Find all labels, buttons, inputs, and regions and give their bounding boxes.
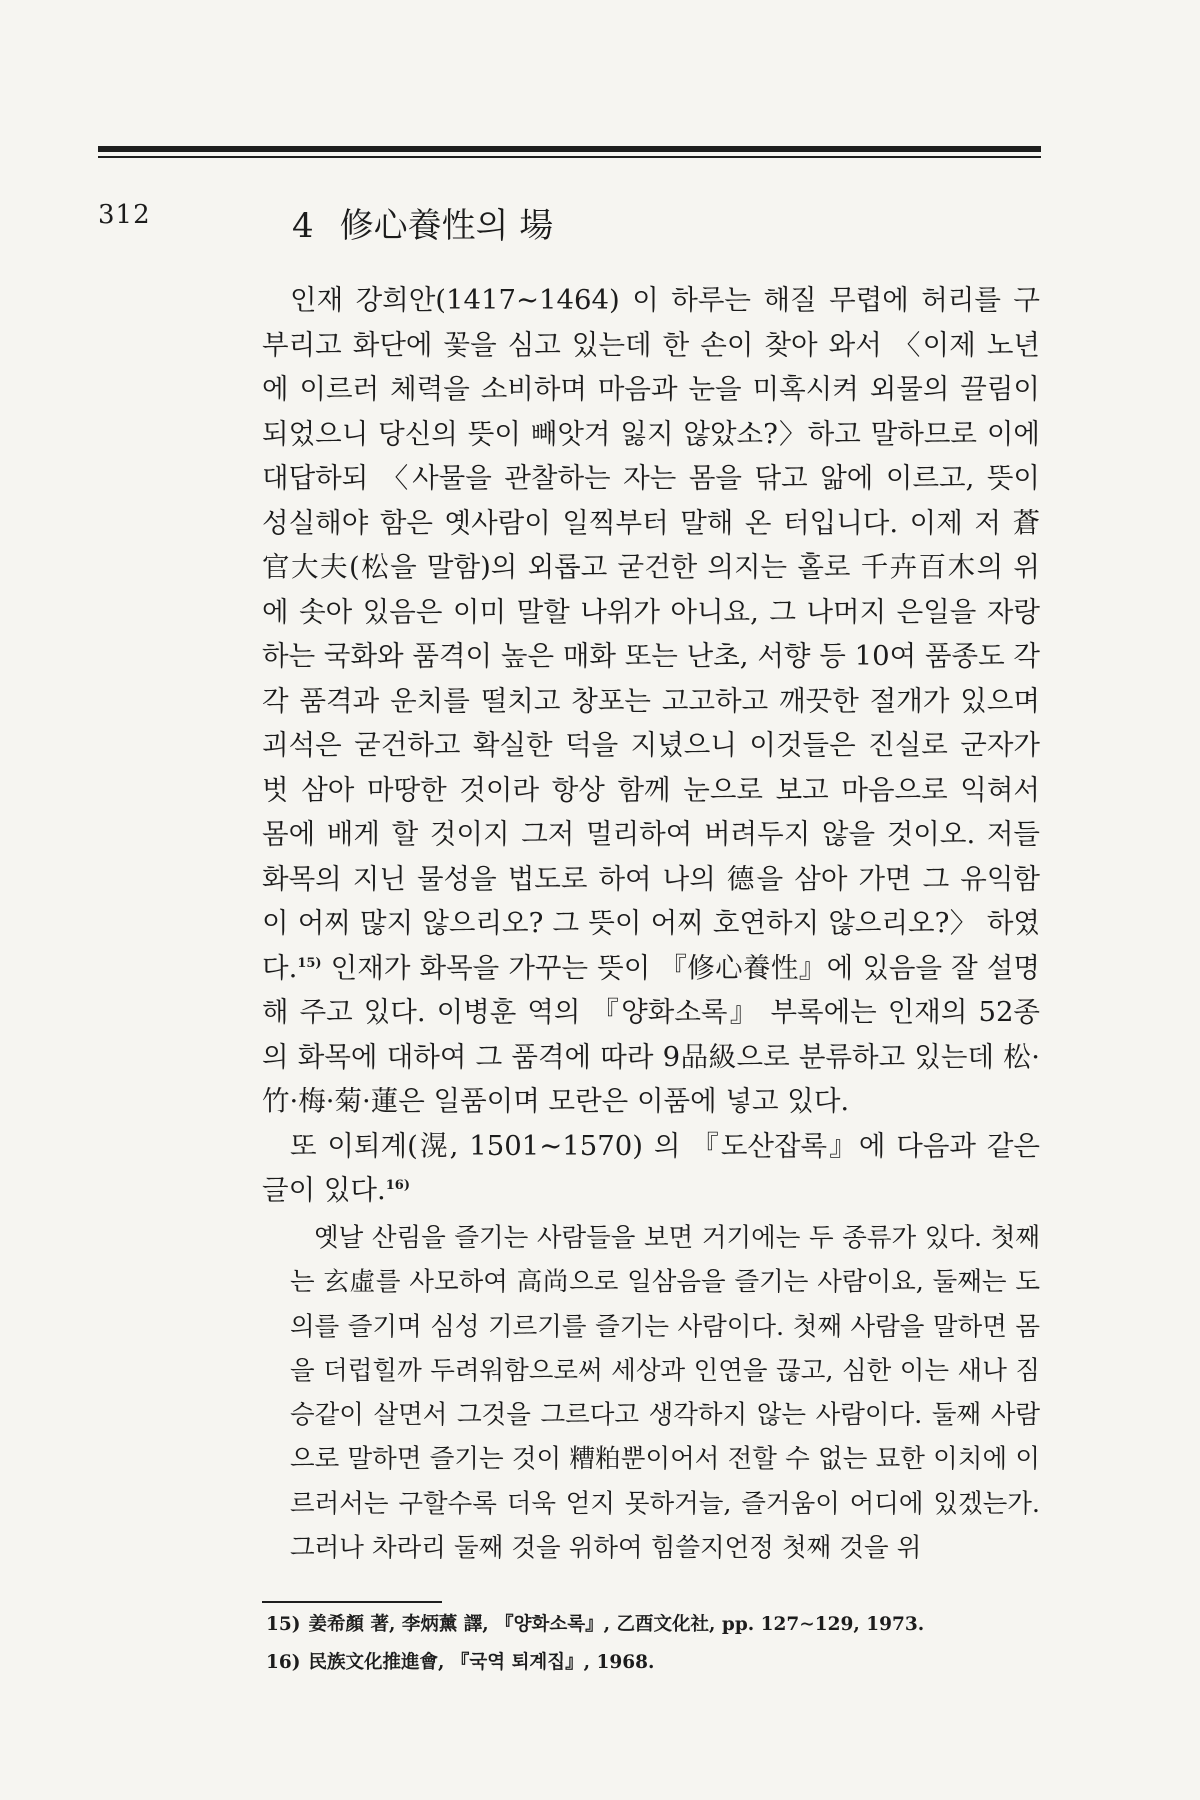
body-text: [262, 278, 1040, 1213]
footnote: [266, 1644, 1046, 1682]
section-number: 4: [292, 206, 314, 246]
page-number: 312: [98, 200, 151, 230]
header-rule-thick: [98, 146, 1041, 152]
section-title: 修心養性의 場: [339, 206, 554, 246]
footnote-text: 姜希顏 著, 李炳薰 譯, 『양화소록』, 乙酉文化社, pp. 127∼129, 1973.: [308, 1614, 925, 1635]
section-heading: [292, 198, 553, 247]
paragraph-text: 인재 강희안(1417∼1464) 이 하루는 해질 무렵에 허리를 구부리고 화단에 꽃을 심고 있는데 한 손이 찾아 와서 〈이제 노년에 이르러 체력을 소비하며 마음과 눈을 미혹시켜 외물의 끌림이 되었으니 당신의 뜻이 빼앗겨 잃지 않았소?〉하고 말하므로 이에 대답하되 〈사물을 관찰하는 자는 몸을 닦고 앎에 이르고, 뜻이 성실해야 함은 옛사람이 일찍부터 말해 온 터입니다. 이제 저 蒼官大夫(松을 말함)의 외롭고 굳건한 의지는 홀로 千卉百木의 위에 솟아 있음은 이미 말할 나위가 아니요, 그 나머지 은일을 자랑하는 국화와 품격이 높은 매화 또는 난초, 서향 등 10여 품종도 각각 품격과 운치를 떨치고 창포는 고고하고 깨끗한 절개가 있으며 괴석은 굳건하고 확실한 덕을 지녔으니 이것들은 진실로 군자가 벗 삼아 마땅한 것이라 항상 함께 눈으로 보고 마음으로 익혀서 몸에 배게 할 것이지 그저 멀리하여 버려두지 않을 것이오. 저들 화목의 지닌 물성을 법도로 하여 나의 德을 삼아 가면 그 유익함이 어찌 많지 않으리오? 그 뜻이 어찌 호연하지 않으리오?〉 하였다.: [262, 284, 1040, 984]
footnote-ref: 15): [297, 955, 322, 971]
body-paragraph: [262, 278, 1040, 1124]
footnote-rule: [262, 1601, 442, 1603]
quote-paragraph: 옛날 산림을 즐기는 사람들을 보면 거기에는 두 종류가 있다. 첫째는 玄虛를 사모하여 高尚으로 일삼음을 즐기는 사람이요, 둘째는 도의를 즐기며 심성 기르기를 즐기는 사람이다. 첫째 사람을 말하면 몸을 더럽힐까 두려워함으로써 세상과 인연을 끊고, 심한 이는 새나 짐승같이 살면서 그것을 그르다고 생각하지 않는 사람이다. 둘째 사람으로 말하면 즐기는 것이 糟粕뿐이어서 전할 수 없는 묘한 이치에 이르러서는 구할수록 더욱 얻지 못하거늘, 즐거움이 어디에 있겠는가. 그러나 차라리 둘째 것을 위하여 힘쓸지언정 첫째 것을 위: [290, 1223, 1040, 1564]
footnote-number: 16): [266, 1652, 301, 1673]
footnote-number: 15): [266, 1614, 301, 1635]
block-quote: [290, 1216, 1040, 1570]
footnote-ref: 16): [385, 1177, 410, 1193]
paragraph-text: 또 이퇴계(滉, 1501∼1570) 의 『도산잡록』에 다음과 같은 글이 있다.: [262, 1129, 1040, 1206]
footnote-text: 民族文化推進會, 『국역 퇴계집』, 1968.: [308, 1652, 655, 1673]
body-paragraph: [262, 1124, 1040, 1213]
paragraph-text: 인재가 화목을 가꾸는 뜻이 『修心養性』에 있음을 잘 설명해 주고 있다. 이병훈 역의 『양화소록』 부록에는 인재의 52종의 화목에 대하여 그 품격에 따라 9品級으로 분류하고 있는데 松·竹·梅·菊·蓮은 일품이며 모란은 이품에 넣고 있다.: [262, 951, 1040, 1117]
header-rule-thin: [98, 156, 1041, 158]
footnotes: [266, 1606, 1046, 1682]
footnote: [266, 1606, 1046, 1644]
